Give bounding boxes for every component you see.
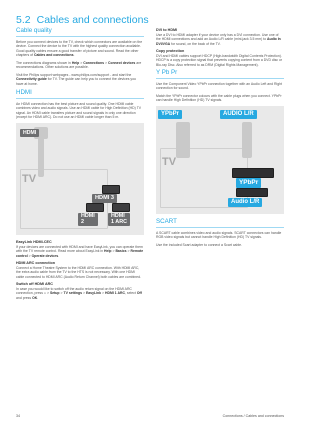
arc-paragraph: Connect a Home Theatre System to the HDMI ARC connection. With HDMI ARC, the extra audio cable from the TV to the HTS is not necessary. With one HDMI cable connected to HDMI ARC (Audio Return Channel) both cables are combined.	[16, 265, 141, 279]
ypbpr-tv-label: YPbPr	[236, 178, 261, 188]
home-icon: ⌂	[43, 291, 46, 296]
section-title-ypbpr: Y Pb Pr	[156, 70, 284, 79]
ypbpr-connection-illustration	[156, 106, 284, 214]
ypbpr-paragraph-2: Match the YPbPr connector colours with the cable plugs when you connect. YPbPr can handle High Definition (HD) TV signals.	[156, 93, 282, 103]
left-column	[16, 28, 144, 303]
hdmi-paragraph: An HDMI connection has the best picture and sound quality. One HDMI cable combines video and audio signals. Use an HDMI cable for High Definition (HD) TV signal. An HDMI cable transfers picture and sound signals in only one direction (except for HDMI ARC). Do not use an HDMI cable longer than 5 m.	[16, 101, 142, 120]
chapter-title: Cables and connections	[36, 14, 149, 26]
section-title-cable-quality: Cable quality	[16, 28, 144, 37]
switch-off-arc-paragraph: In case you would like to switch off the audio return signal on the HDMI ARC connection, press ⌂ > Setup > TV settings > EasyLink > HDMI 1 ARC, select Off and press OK.	[16, 286, 142, 300]
audio-lr-tv-label: Audio L/R	[228, 198, 262, 207]
cable-quality-paragraph-3: Visit the Philips support webpages - www.philips.com/support - and start the Connectivity guide for TV. The guide can help you to connect the devices you have at home.	[16, 72, 136, 86]
dvi-title: DVI to HDMI	[156, 28, 178, 32]
copy-protection-title: Copy protection	[156, 49, 185, 54]
audio-cables	[242, 122, 252, 158]
ypbpr-device-label: YPbPr	[158, 110, 182, 119]
section-title-hdmi: HDMI	[16, 90, 144, 99]
hdmi1-arc-label: HDMI 1 ARC	[108, 213, 130, 226]
hdmi3-label: HDMI 3	[92, 194, 117, 203]
ypbpr-paragraph-1: Use the Component Video YPbPr connection together with an Audio Left and Right connection for sound.	[156, 81, 282, 91]
tv-label: TV	[162, 155, 177, 168]
hdmi1-arc-socket	[112, 203, 130, 212]
right-column	[156, 28, 284, 250]
hdmi2-label: HDMI 2	[78, 213, 98, 226]
footer-section: Connections / Cables and connections	[222, 414, 284, 418]
scart-paragraph-2: Use the included Scart adapter to connect a Scart cable.	[156, 242, 242, 247]
hdmi-cable	[38, 137, 44, 177]
hdmi2-socket	[86, 203, 104, 212]
chapter-number: 5.2	[16, 14, 31, 26]
audio-lr-device-label: AUDIO L/R	[220, 110, 257, 119]
scart-paragraph-1: A SCART cable combines video and audio signals. SCART connectors can handle RGB video signals but cannot handle High Definition (HD) TV signals.	[156, 230, 282, 240]
connectivity-guide-text: Connectivity guide	[16, 77, 47, 82]
hdmi-connection-illustration	[16, 123, 144, 235]
page-number: 34	[16, 414, 20, 418]
ypbpr-cables	[176, 122, 190, 158]
arc-title: HDMI ARC connection	[16, 261, 55, 265]
chapter-heading	[16, 14, 286, 26]
section-title-scart: SCART	[156, 219, 284, 228]
link-cables-and-connections: Cables and connections	[33, 53, 74, 58]
tv-label: TV	[22, 172, 37, 185]
audio-lr-sockets	[236, 188, 268, 197]
cable-quality-paragraph-1: Before you connect devices to the TV, check which connectors are available on the device. Connect the device to the TV with the highest quality connection available. Good quality cables ensure a good transfer of picture and sound. Read the other chapters of Cables and connections.	[16, 39, 143, 58]
hdmi3-socket	[102, 185, 120, 194]
cable-quality-paragraph-2: The connections diagrams shown in Help > Connections > Connect devices are recommendations. Other solutions are possible.	[16, 60, 142, 70]
switch-off-arc-title: Switch off HDMI ARC	[16, 282, 53, 287]
dvi-paragraph: Use a DVI to HDMI adapter if your device only has a DVI connection. Use one of the HDMI connections and add an Audio L/R cable (mini-jack 3.5 mm) to Audio In DVI/VGA for sound, on the back of the TV.	[156, 32, 281, 46]
easylink-title: EasyLink HDMI-CEC	[16, 239, 52, 244]
ypbpr-sockets	[232, 168, 274, 178]
easylink-paragraph: If your devices are connected with HDMI and have EasyLink, you can operate them with the TV remote control. Read more about EasyLink in Help > Basics > Remote control > Operate devices.	[16, 244, 144, 258]
hdmi-device-label: HDMI	[20, 129, 39, 137]
copy-protection-paragraph: DVI and HDMI cables support HDCP (High-bandwidth Digital Contents Protection). HDCP is a copy protection signal that prevents copying content from a DVD disc or Blu-ray Disc. Also referred to as DRM (Digital Rights Management).	[156, 53, 283, 67]
